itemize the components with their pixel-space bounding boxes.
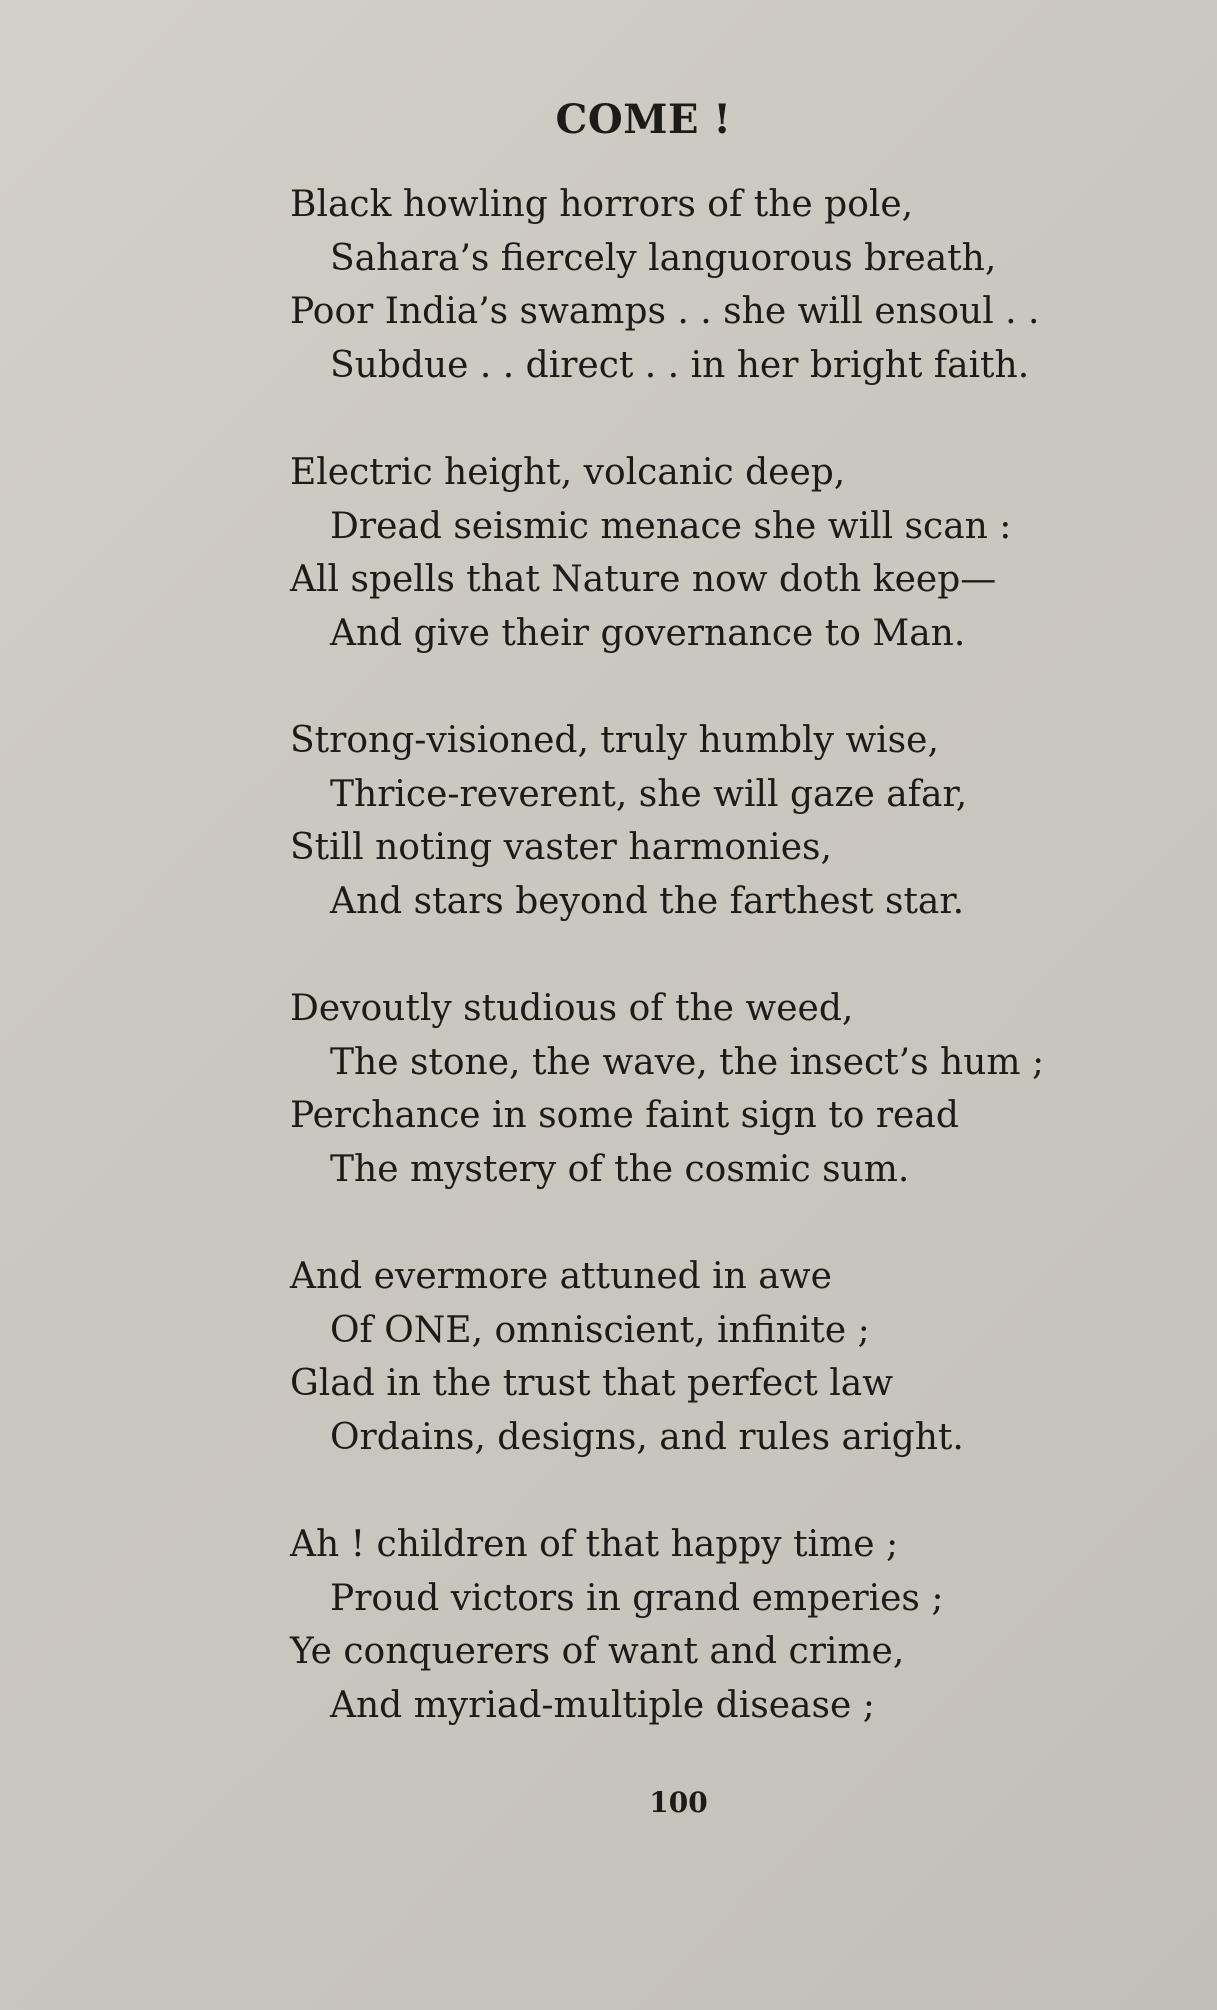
poem-line: Ah ! children of that happy time ; bbox=[290, 1524, 899, 1565]
poem-line: Electric height, volcanic deep, bbox=[290, 452, 846, 493]
poem-line: Thrice-reverent, she will gaze afar, bbox=[330, 773, 968, 815]
poem-title: COME ! bbox=[555, 96, 732, 143]
poem-line: Dread seismic menace she will scan : bbox=[330, 505, 1012, 547]
poem-line: Of ONE, omniscient, infinite ; bbox=[330, 1309, 870, 1351]
poem-line: Subdue . . direct . . in her bright faith. bbox=[330, 344, 1030, 386]
poem-line: Strong-visioned, truly humbly wise, bbox=[290, 720, 939, 761]
stanza-4 bbox=[290, 982, 1170, 1196]
poem-line: The mystery of the cosmic sum. bbox=[330, 1148, 910, 1190]
stanza-1 bbox=[290, 178, 1170, 392]
poem-line: All spells that Nature now doth keep— bbox=[290, 559, 997, 600]
poem-line: Still noting vaster harmonies, bbox=[290, 827, 832, 868]
stanza-6 bbox=[290, 1518, 1170, 1732]
poem-line: Glad in the trust that perfect law bbox=[290, 1363, 894, 1404]
poem-body bbox=[290, 178, 1170, 1786]
poem-line: And myriad-multiple disease ; bbox=[330, 1684, 875, 1726]
poem-line: Sahara’s fiercely languorous breath, bbox=[330, 237, 997, 279]
poem-line: And stars beyond the farthest star. bbox=[330, 880, 965, 922]
poem-line: The stone, the wave, the insect’s hum ; bbox=[330, 1041, 1045, 1083]
poem-line: Ye conquerers of want and crime, bbox=[290, 1631, 905, 1672]
page-number: 100 bbox=[649, 1786, 708, 1819]
poem-line: And give their governance to Man. bbox=[330, 612, 966, 654]
poem-line: Black howling horrors of the pole, bbox=[290, 184, 914, 225]
poem-line: Proud victors in grand emperies ; bbox=[330, 1577, 944, 1619]
poem-line: Poor India’s swamps . . she will ensoul . . bbox=[290, 291, 1040, 332]
poem-line: Devoutly studious of the weed, bbox=[290, 988, 854, 1029]
poem-line: Perchance in some faint sign to read bbox=[290, 1095, 959, 1136]
poem-line: Ordains, designs, and rules aright. bbox=[330, 1416, 964, 1458]
stanza-2 bbox=[290, 446, 1170, 660]
stanza-5 bbox=[290, 1250, 1170, 1464]
stanza-3 bbox=[290, 714, 1170, 928]
poem-line: And evermore attuned in awe bbox=[290, 1256, 832, 1297]
